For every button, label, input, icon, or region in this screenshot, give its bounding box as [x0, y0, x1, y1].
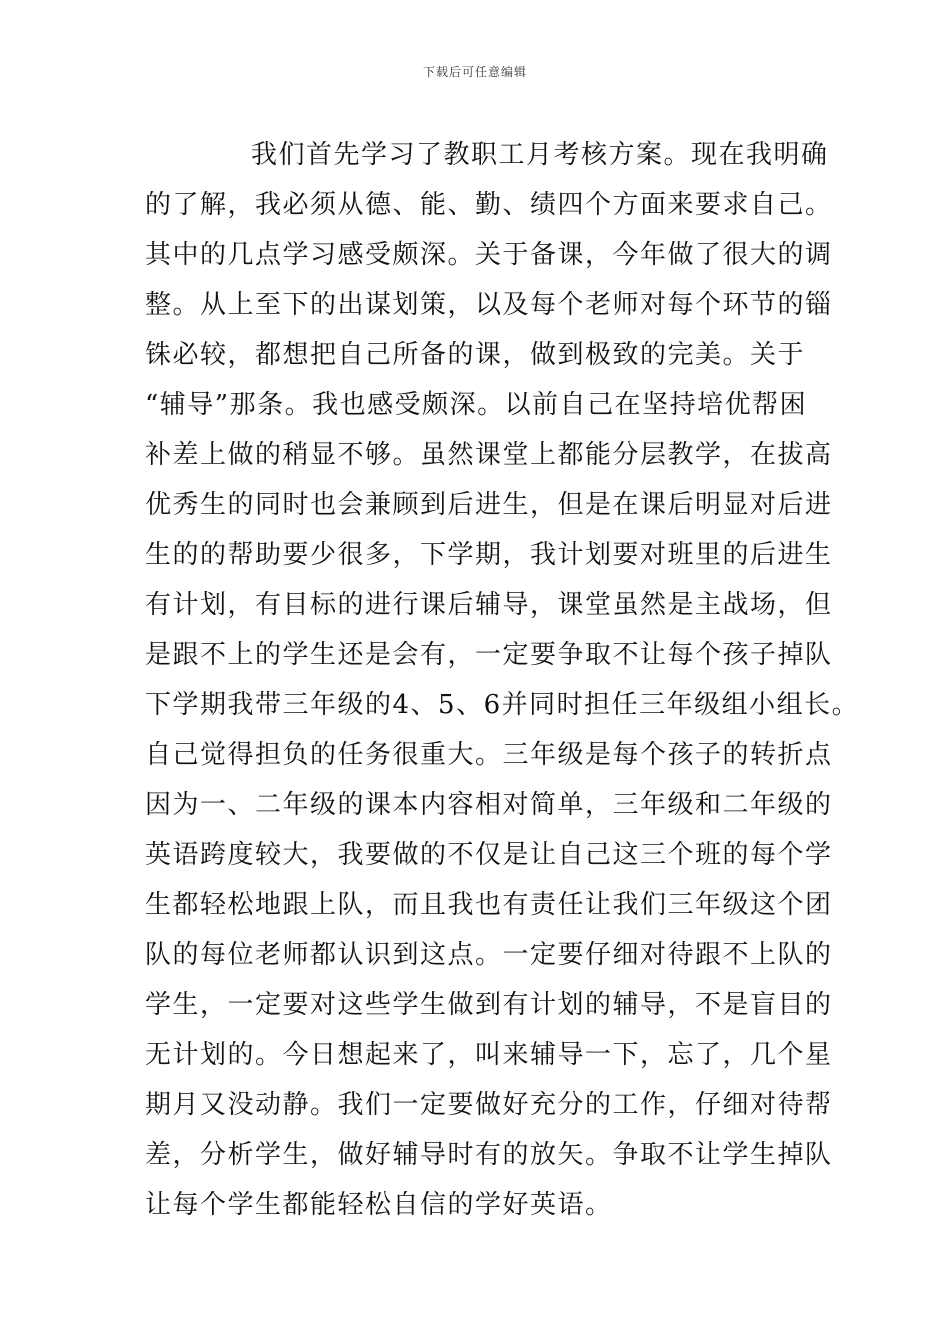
body-text: [145, 130, 860, 1230]
paragraph-line: 自己觉得担负的任务很重大。三年级是每个孩子的转折点: [145, 740, 833, 770]
paragraph-line: 因为一、二年级的课本内容相对简单，三年级和二年级的: [145, 790, 833, 820]
paragraph-line: 让每个学生都能轻松自信的学好英语。: [145, 1190, 613, 1220]
paragraph-line: 生的的帮助要少很多，下学期，我计划要对班里的后进生: [145, 540, 833, 570]
paragraph-line: 学生，一定要对这些学生做到有计划的辅导，不是盲目的: [145, 990, 833, 1020]
paragraph-line: 有计划，有目标的进行课后辅导，课堂虽然是主战场，但: [145, 590, 833, 620]
paragraph-line: 英语跨度较大，我要做的不仅是让自己这三个班的每个学: [145, 840, 833, 870]
paragraph-line: 队的每位老师都认识到这点。一定要仔细对待跟不上队的: [145, 940, 833, 970]
page-header: 下载后可任意编辑: [422, 65, 527, 79]
paragraph-line: 其中的几点学习感受颇深。关于备课，今年做了很大的调: [145, 240, 833, 270]
paragraph-line: 是跟不上的学生还是会有，一定要争取不让每个孩子掉队: [145, 640, 833, 670]
paragraph-line: 优秀生的同时也会兼顾到后进生，但是在课后明显对后进: [145, 490, 833, 520]
paragraph-line: 期月又没动静。我们一定要做好充分的工作，仔细对待帮: [145, 1090, 833, 1120]
paragraph-line: 整。从上至下的出谋划策，以及每个老师对每个环节的锱: [145, 290, 833, 320]
paragraph-line: 下学期我带三年级的4、5、6并同时担任三年级组小组长。: [145, 690, 860, 720]
paragraph-line: 补差上做的稍显不够。虽然课堂上都能分层教学，在拔高: [145, 440, 833, 470]
paragraph-line: 的了解，我必须从德、能、勤、绩四个方面来要求自己。: [145, 190, 833, 220]
paragraph-line: 铢必较，都想把自己所备的课，做到极致的完美。关于: [145, 340, 806, 370]
paragraph-line: 差，分析学生，做好辅导时有的放矢。争取不让学生掉队: [145, 1140, 833, 1170]
paragraph-line: 无计划的。今日想起来了，叫来辅导一下，忘了，几个星: [145, 1040, 833, 1070]
paragraph-line: “辅导”那条。我也感受颇深。以前自己在坚持培优帮困: [145, 390, 808, 420]
paragraph-line: 我们首先学习了教职工月考核方案。现在我明确: [251, 140, 829, 170]
paragraph-line: 生都轻松地跟上队，而且我也有责任让我们三年级这个团: [145, 890, 833, 920]
